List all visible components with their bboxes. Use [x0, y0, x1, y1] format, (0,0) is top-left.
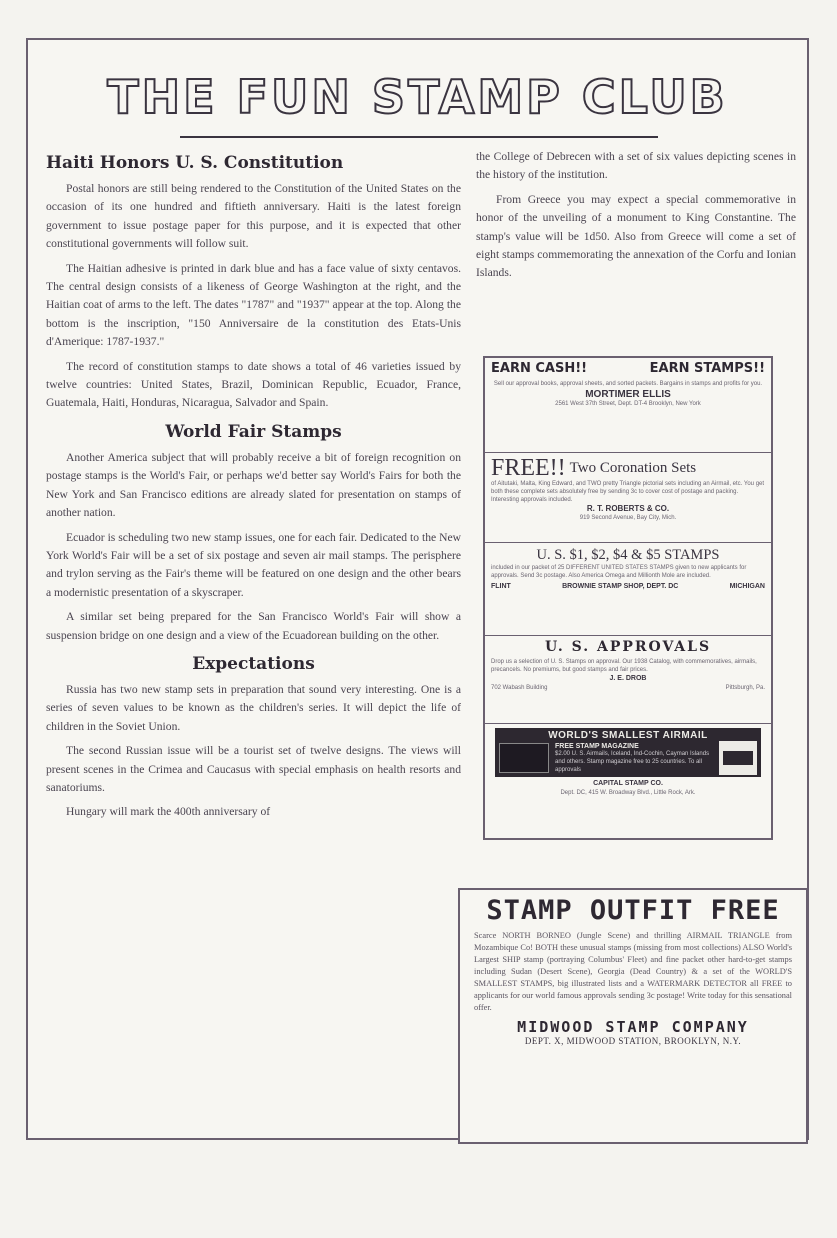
us-approvals-ad[interactable] [485, 636, 771, 724]
free-label: FREE!! [491, 455, 566, 481]
us-dollar-fine-print: included in our packet of 25 DIFFERENT UNITED STATES STAMPS given to new applicants for approvals. Send 3c postage. Also America Omega and Millionth Mole are included. [491, 565, 747, 579]
stamp-outfit-ad[interactable] [458, 888, 808, 1144]
article-paragraph: the College of Debrecen with a set of six values depicting scenes in the history of the institution. [476, 150, 796, 182]
earn-ad-address: 2561 West 37th Street, Dept. DT-4 Brooklyn, New York [555, 401, 701, 407]
airmail-fine-print: $2.00 U. S. Airmails, Iceland, Ind-Cochin, Cayman Islands and others. Stamp magazine free to 25 countries. To all approvals [555, 750, 710, 773]
us-approvals-city: Pittsburgh, Pa. [725, 685, 765, 691]
us-dollar-title: U. S. $1, $2, $4 & $5 STAMPS [536, 547, 720, 563]
stamp-outfit-body: Scarce NORTH BORNEO (Jungle Scene) and thrilling AIRMAIL TRIANGLE from Mozambique Co! BOTH these unusual stamps (missing from most collections) ALSO World's Largest SHIP stamp (portraying Columbus' Fleet) and fine packet other hard-to-get stamps including Sudan (Desert Scene), Georgia (Dead Country) & a set of the WORLD'S SMALLEST STAMPS, big illustrated lists and a WATERMARK DETECTOR all FREE to applicants for our world famous approvals sending 3c postage! Write today for this sensational offer. [474, 931, 792, 1012]
masthead-rule [180, 136, 658, 138]
us-approvals-fine-print: Drop us a selection of U. S. Stamps on approval. Our 1938 Catalog, with commemoratives, airmails, precancels. No premiums, but good stamps and fair prices. [491, 659, 757, 673]
airmail-address: Dept. DC, 415 W. Broadway Blvd., Little Rock, Ark. [560, 790, 696, 796]
masthead-title: THE FUN STAMP CLUB [107, 70, 728, 124]
article-paragraph: Hungary will mark the 400th anniversary of [66, 805, 271, 819]
coronation-address: 919 Second Avenue, Bay City, Mich. [579, 515, 677, 521]
ad-panel [483, 356, 773, 840]
airmail-company: CAPITAL STAMP CO. [593, 780, 663, 787]
us-approvals-building: 702 Wabash Building [491, 685, 548, 691]
midwood-company: MIDWOOD STAMP COMPANY [517, 1018, 749, 1036]
coronation-fine-print: of Aitutaki, Malta, King Edward, and TWO pretty Triangle pictorial sets including an Airmail, etc. You get both these complete sets absolutely free by sending 3c to cover cost of postage and packing. Interesting approvals included. [491, 481, 765, 503]
right-column [476, 148, 796, 289]
expectations-heading: Expectations [192, 653, 315, 674]
smallest-airmail-ad[interactable] [485, 724, 771, 838]
us-dollar-state: MICHIGAN [729, 583, 765, 590]
us-approvals-name: J. E. DROB [609, 675, 647, 682]
article-paragraph: Postal honors are still being rendered to the Constitution of the United States on the occasion of its one hundred and fiftieth anniversary. Haiti is the latest foreign government to issue postage paper for this purpose, and it is expected that other constitutional governments will follow suit. [46, 182, 461, 251]
left-column [46, 152, 461, 828]
earn-ad-name: MORTIMER ELLIS [585, 389, 671, 400]
airmail-stamp-image [499, 743, 549, 773]
article-paragraph: The record of constitution stamps to date shows a total of 46 varieties issued by twelve countries: United States, Brazil, Dominican Republic, Ecuador, France, Guatemala, Haiti, Honduras, Nicaragua, Salvador and Spain. [46, 359, 461, 410]
page-frame [26, 38, 809, 1140]
earn-stamps-label: EARN STAMPS!! [649, 361, 765, 376]
us-dollar-company: BROWNIE STAMP SHOP, DEPT. DC [562, 583, 679, 590]
coronation-ad[interactable] [485, 453, 771, 543]
midwood-address: DEPT. X, MIDWOOD STATION, BROOKLYN, N.Y. [524, 1036, 742, 1046]
haiti-heading: Haiti Honors U. S. Constitution [46, 153, 344, 173]
article-paragraph: The second Russian issue will be a tourist set of twelve designs. The views will present scenes in the Crimea and Caucasus with special emphasis on health resorts and sanatoriums. [46, 744, 461, 794]
article-paragraph: From Greece you may expect a special commemorative in honor of the unveiling of a monument to King Constantine. The stamp's value will be 1d50. Also from Greece will come a set of eight stamps commemorating the annexation of the Corfu and Ionian Islands. [476, 192, 796, 280]
earn-cash-ad[interactable] [485, 358, 771, 453]
airmail-title: WORLD'S SMALLEST AIRMAIL [548, 730, 708, 741]
us-approvals-title: U. S. APPROVALS [544, 639, 712, 655]
article-paragraph: Russia has two new stamp sets in preparation that sound very interesting. One is a series of seven values to be known as the children's series. It will depict the life of children in the Soviet Union. [46, 682, 461, 733]
us-dollar-city: FLINT [491, 583, 511, 590]
earn-ad-fine-print: Sell our approval books, approval sheets, and sorted packets. Bargains in stamps and profits for you. [493, 381, 763, 387]
stamp-outfit-title: STAMP OUTFIT FREE [486, 895, 780, 926]
airmail-flag-image [719, 741, 757, 775]
earn-cash-label: EARN CASH!! [491, 361, 588, 376]
world-fair-heading: World Fair Stamps [165, 421, 342, 442]
coronation-title: Two Coronation Sets [569, 459, 697, 476]
article-paragraph: The Haitian adhesive is printed in dark blue and has a face value of sixty centavos. The central design consists of a likeness of George Washington at the right, and the Haitian coat of arms to the left. The dates "1787" and "1937" appear at the top. Along the bottom is the inscription, "150 Anniversaire de la constitution des Etats-Unis d'Amerique: 1787-1937." [46, 261, 461, 349]
article-paragraph: Ecuador is scheduling two new stamp issues, one for each fair. Dedicated to the New York World's Fair will be a set of six postage and seven air mail stamps. The perisphere and trylon serving as the Fair's theme will be featured on one design and the other bears a modernistic presentation of a skyscraper. [46, 530, 461, 599]
article-paragraph: A similar set being prepared for the San Francisco World's Fair will show a suspension bridge on one design and a view of the Ecuadorean building on the other. [46, 610, 461, 642]
article-paragraph: Another America subject that will probably receive a bit of foreign recognition on postage stamps is the World's Fair, or perhaps we'd better say World's Fairs for both the New York and San Francisco editions are already slated for presentation on stamps of another nation. [46, 450, 461, 520]
us-dollar-stamps-ad[interactable] [485, 543, 771, 636]
coronation-company: R. T. ROBERTS & CO. [586, 504, 670, 513]
free-magazine-label: FREE STAMP MAGAZINE [555, 742, 639, 750]
